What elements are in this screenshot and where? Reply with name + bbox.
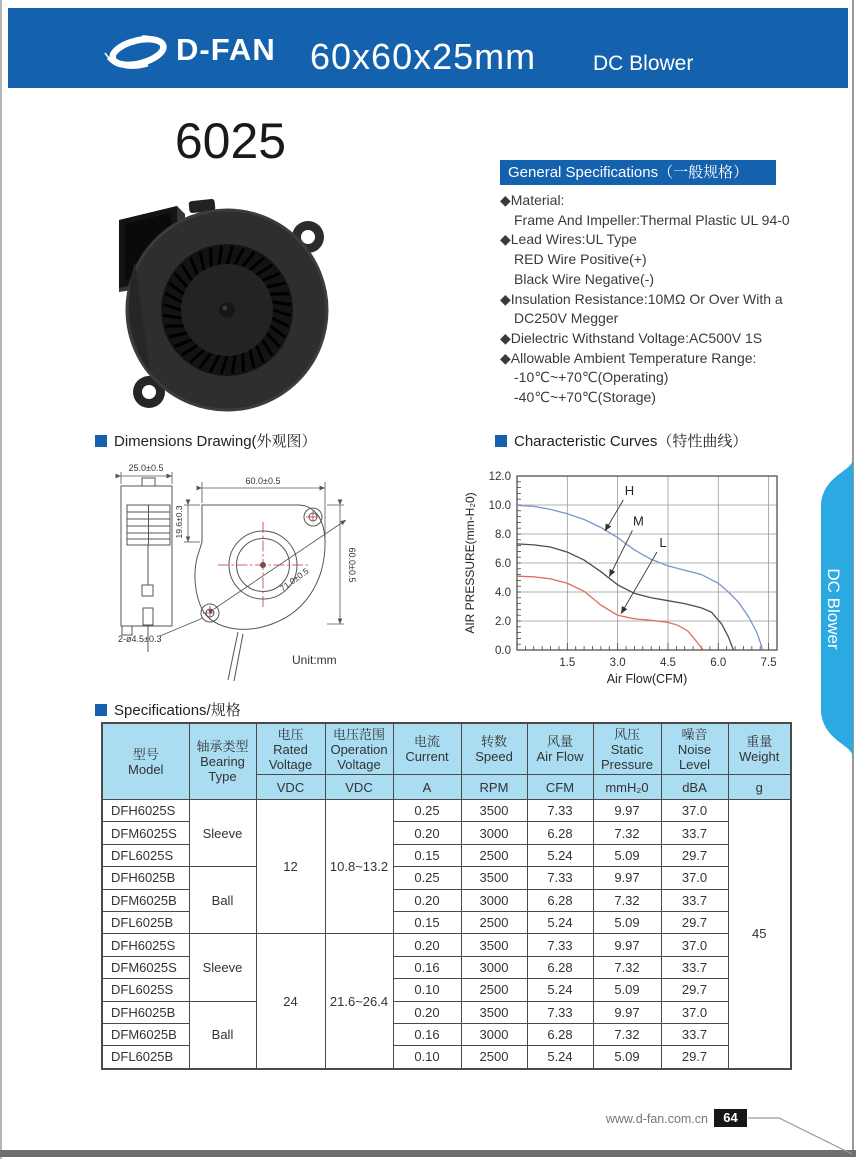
col-header-bearing: 轴承类型 Bearing Type: [189, 723, 256, 800]
table-row: DFM6025B 0.20 3000 6.28 7.32 33.7: [102, 889, 791, 911]
svg-text:6.0: 6.0: [710, 657, 727, 669]
unit-cell: A: [393, 775, 461, 800]
svg-text:8.0: 8.0: [495, 529, 511, 541]
svg-text:2.0: 2.0: [495, 616, 511, 628]
col-header-airflow: 风量 Air Flow: [527, 723, 593, 775]
dim-holes-label: 2-ø4.5±0.3: [118, 634, 162, 644]
product-category: DC Blower: [593, 52, 694, 75]
svg-text:10.0: 10.0: [488, 500, 511, 512]
section-curves: Characteristic Curves（特性曲线）: [495, 430, 747, 451]
product-model-title: 6025: [174, 113, 287, 169]
svg-text:4.0: 4.0: [495, 587, 511, 599]
svg-text:6.0: 6.0: [495, 558, 511, 570]
spec-line: Frame And Impeller:Thermal Plastic UL 94-0: [514, 211, 790, 228]
general-specs-list: [500, 191, 800, 408]
table-row: DFH6025S Sleeve 12 10.8~13.2 0.25 3500 7.33 9.97 37.0 45: [102, 800, 791, 822]
spec-line: RED Wire Positive(+): [514, 251, 647, 268]
characteristic-curves-chart: [462, 460, 800, 692]
dim-height-label: 60.0±0.5: [347, 547, 357, 583]
product-photo: [105, 182, 335, 414]
dim-diagonal-label: 71.0±0.5: [277, 565, 311, 594]
unit-cell: VDC: [256, 775, 325, 800]
spec-line: -40℃~+70℃(Storage): [514, 389, 656, 406]
svg-text:L: L: [659, 535, 667, 551]
page-border-bottom: [0, 1150, 856, 1157]
col-header-noise: 噪音 Noise Level: [661, 723, 728, 775]
dfan-logo-icon: [104, 32, 172, 72]
header-banner: [8, 8, 848, 88]
table-row: DFM6025S 0.16 3000 6.28 7.32 33.7: [102, 956, 791, 978]
dimensions-drawing: [100, 460, 450, 702]
side-tab-label: DC Blower: [824, 568, 843, 650]
footer-website: www.d-fan.com.cn: [605, 1112, 708, 1126]
table-row: DFM6025B 0.16 3000 6.28 7.32 33.7: [102, 1023, 791, 1045]
spec-line: Black Wire Negative(-): [514, 270, 655, 287]
col-header-current: 电流 Current: [393, 723, 461, 775]
table-row: DFH6025S Sleeve 24 21.6~26.4 0.20 3500 7.33 9.97 37.0: [102, 934, 791, 956]
col-header-weight: 重量 Weight: [728, 723, 791, 775]
svg-text:4.5: 4.5: [659, 657, 676, 669]
col-header-rated-voltage: 电压 Rated Voltage: [256, 723, 325, 775]
footer-page-number: 64: [714, 1109, 747, 1127]
col-header-operation-voltage: 电压范围 Operation Voltage: [325, 723, 393, 775]
section-specifications: Specifications/规格: [95, 699, 241, 720]
section-dimensions: Dimensions Drawing(外观图）: [95, 430, 317, 451]
svg-text:7.5: 7.5: [760, 657, 777, 669]
spec-line: ◆Insulation Resistance:10MΩ Or Over With a: [500, 290, 783, 307]
spec-line: ◆Dielectric Withstand Voltage:AC500V 1S: [500, 329, 763, 346]
table-row: DFH6025B Ball 0.20 3500 7.33 9.97 37.0: [102, 1001, 791, 1023]
brand-name: D-FAN: [176, 32, 276, 67]
svg-text:12.0: 12.0: [488, 471, 511, 483]
dim-width-label: 60.0±0.5: [245, 476, 281, 486]
spec-line: ◆Material:: [500, 192, 565, 208]
unit-cell: CFM: [527, 775, 593, 800]
unit-cell: VDC: [325, 775, 393, 800]
product-size: 60x60x25mm: [310, 36, 537, 77]
svg-text:1.5: 1.5: [559, 657, 576, 669]
svg-text:0.0: 0.0: [495, 645, 511, 657]
svg-text:AIR PRESSURE(mm-H₂0): AIR PRESSURE(mm-H₂0): [463, 492, 477, 634]
general-specs-title: General Specifications（一般规格）: [500, 160, 776, 185]
side-tab-dc-blower: [814, 458, 853, 758]
col-header-speed: 转数 Speed: [461, 723, 527, 775]
spec-line: DC250V Megger: [514, 310, 619, 327]
page-border-left: [0, 0, 2, 1159]
blue-square-icon: [95, 435, 107, 447]
unit-cell: RPM: [461, 775, 527, 800]
table-row: DFL6025S 0.15 2500 5.24 5.09 29.7: [102, 844, 791, 866]
svg-text:M: M: [633, 513, 644, 529]
col-header-model: 型号 Model: [102, 723, 189, 800]
dim-outlet-label: 19.6±0.3: [174, 505, 184, 539]
spec-line: -10℃~+70℃(Operating): [514, 369, 669, 386]
svg-text:3.0: 3.0: [609, 657, 626, 669]
spec-line: ◆Allowable Ambient Temperature Range:: [500, 349, 757, 366]
table-row: DFL6025S 0.10 2500 5.24 5.09 29.7: [102, 979, 791, 1001]
spec-line: ◆Lead Wires:UL Type: [500, 231, 637, 248]
unit-label: Unit:mm: [292, 653, 337, 667]
table-row: DFL6025B 0.10 2500 5.24 5.09 29.7: [102, 1046, 791, 1069]
table-row: DFH6025B Ball 0.25 3500 7.33 9.97 37.0: [102, 867, 791, 889]
blue-square-icon: [495, 435, 507, 447]
col-header-pressure: 风压 Static Pressure: [593, 723, 661, 775]
unit-cell: mmH₂0: [593, 775, 661, 800]
unit-cell: dBA: [661, 775, 728, 800]
table-row: DFM6025S 0.20 3000 6.28 7.32 33.7: [102, 822, 791, 844]
specifications-table: [101, 722, 792, 1070]
svg-text:H: H: [624, 482, 635, 498]
table-row: DFL6025B 0.15 2500 5.24 5.09 29.7: [102, 911, 791, 933]
blue-square-icon: [95, 704, 107, 716]
unit-cell: g: [728, 775, 791, 800]
dim-depth-label: 25.0±0.5: [128, 463, 164, 473]
svg-text:Air Flow(CFM): Air Flow(CFM): [606, 672, 688, 686]
footer-corner-line: [740, 1108, 856, 1158]
